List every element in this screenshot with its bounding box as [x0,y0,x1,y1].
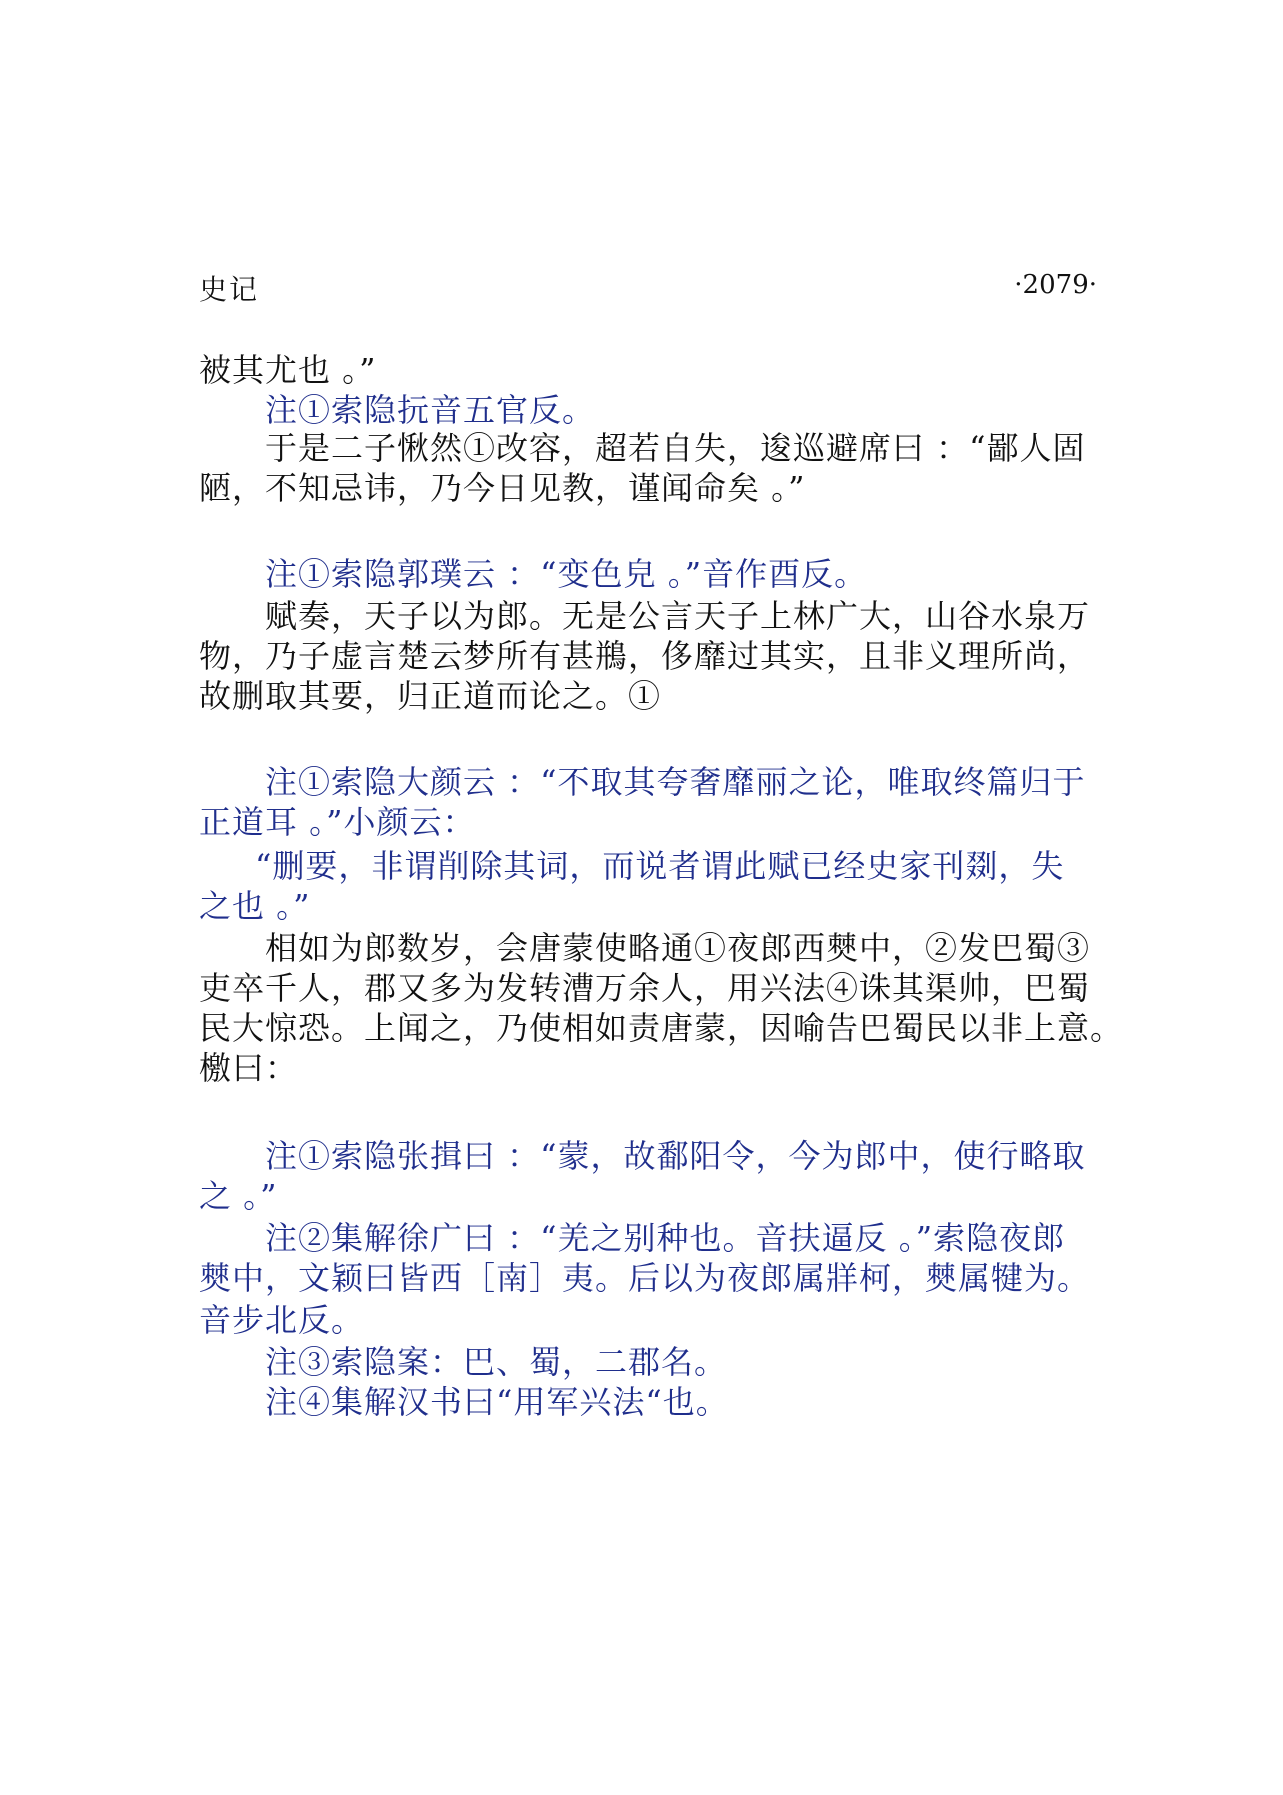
note-line: 注③索隐案：巴、蜀，二郡名。 [265,1343,728,1381]
text-line: 物，乃子虚言楚云梦所有甚鵧，侈靡过其实，且非义理所尚， [199,637,1091,675]
note-line: 注①索隐抏音五官反。 [265,391,596,429]
text-line: 被其尤也 。” [199,351,377,389]
note-line: 注①索隐大颜云 ：“不取其夸奢靡丽之论，唯取终篇归于 [265,763,1086,801]
note-line: 之 。” [199,1177,278,1215]
note-line: “删要，非谓削除其词，而说者谓此赋已经史家刊剟，失 [255,847,1065,885]
text-line: 檄曰： [199,1049,299,1087]
text-line: 陋，不知忌讳，乃今日见教，谨闻命矣 。” [199,469,806,507]
text-line: 于是二子愀然①改容，超若自失，逡巡避席曰 ：“鄙人固 [265,429,1086,467]
text-line: 故删取其要，归正道而论之。① [199,677,662,715]
text-line: 赋奏，天子以为郎。无是公言天子上林广大，山谷水泉万 [265,597,1091,635]
text-line: 吏卒千人，郡又多为发转漕万余人，用兴法④诛其渠帅，巴蜀 [199,969,1091,1007]
note-line: 注①索隐郭璞云 ：“变色皃 。”音作酉反。 [265,555,868,593]
note-line: 注④集解汉书曰“用军兴法“也。 [265,1383,729,1421]
text-line: 民大惊恐。上闻之，乃使相如责唐蒙，因喻告巴蜀民以非上意。 [199,1009,1124,1047]
page-header [199,268,1097,308]
note-line: 之也 。” [199,887,311,925]
book-title: 史记 [199,273,260,306]
page-number: ·2079· [1014,270,1097,300]
text-line: 相如为郎数岁，会唐蒙使略通①夜郎西僰中，②发巴蜀③ [265,929,1091,967]
note-line: 僰中，文颖曰皆西［南］夷。后以为夜郎属牂柯，僰属犍为。 [199,1259,1091,1297]
note-line: 注②集解徐广曰 ：“羌之别种也。音扶逼反 。”索隐夜郎 [265,1219,1066,1257]
note-line: 正道耳 。”小颜云： [199,803,476,841]
note-line: 注①索隐张揖曰 ：“蒙，故鄱阳令，今为郎中，使行略取 [265,1137,1086,1175]
note-line: 音步北反。 [199,1301,365,1339]
